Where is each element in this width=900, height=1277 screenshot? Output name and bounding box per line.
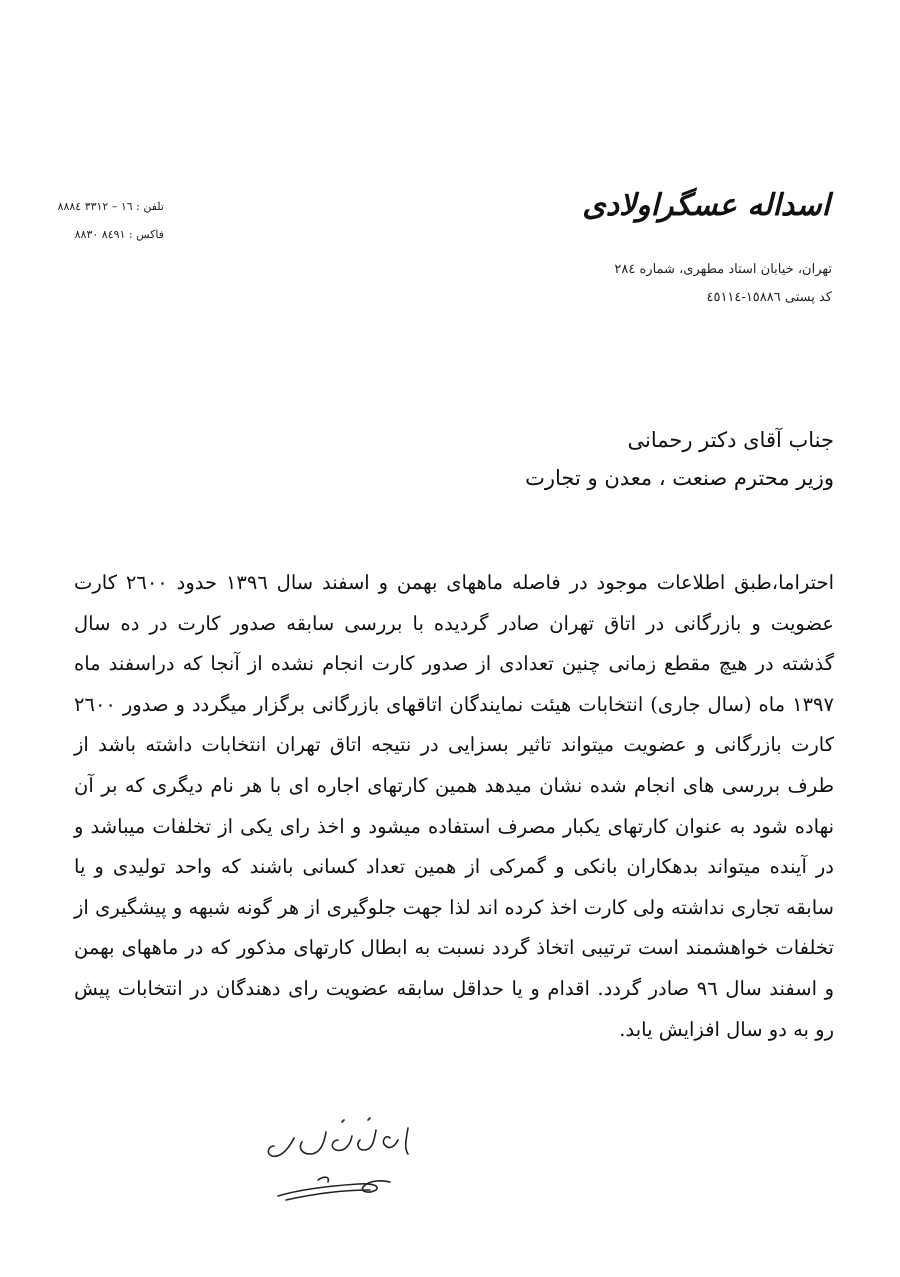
postal-code: کد پستی ١٥٨٨٦-٤٥١١٤ <box>706 290 832 305</box>
letter-body: احتراما،طبق اطلاعات موجود در فاصله ماههای بهمن و اسفند سال ١٣٩٦ حدود ٢٦٠٠ کارت عضویت و بازرگانی در اتاق تهران صادر گردیده با بررسی سابقه صدور کارت در ده سال گذشته در هیچ مقطع زمانی چنین تعدادی از صدور کارت انجام نشده از آنجا که دراسفند ماه ١٣٩٧ ماه (سال جاری) انتخابات هیئت نمایندگان اتاقهای بازرگانی برگزار میگردد و صدور ٢٦٠٠ کارت بازرگانی و عضویت میتواند تاثیر بسزایی در نتیجه اتاق تهران انتخابات داشته باشد از طرف بررسی های انجام شده نشان میدهد همین کارتهای اجاره ای با هر نام دیگری که بر آن نهاده شود به عنوان کارتهای یکبار مصرف استفاده میشود و اخذ رای یکی از تخلفات میباشد و در آینده میتواند بدهکاران بانکی و گمرکی از همین تعداد کسانی باشند که واحد تولیدی و یا سابقه تجاری نداشته ولی کارت اخذ کرده اند لذا جهت جلوگیری از هر گونه شبهه و پیشگیری از تخلفات خواهشمند است ترتیبی اتخاذ گردد نسبت به ابطال کارتهای مذکور که در ماههای بهمن و اسفند سال ٩٦ صادر گردد. اقدام و یا حداقل سابقه عضویت رای دهندگان در انتخابات پیش رو به دو سال افزایش یابد. <box>74 571 835 1041</box>
recipient-title: وزیر محترم صنعت ، معدن و تجارت <box>525 466 834 490</box>
phone-number: تلفن : ١٦ – ٣٣١٢ ٨٨٨٤ <box>57 200 164 213</box>
recipient-salutation: جناب آقای دکتر رحمانی <box>627 428 834 452</box>
sender-address: تهران، خیابان استاد مطهری، شماره ۲۸٤ <box>614 262 832 277</box>
handwritten-signature <box>258 1110 428 1210</box>
letterhead-name: اسداله عسگراولادی <box>582 188 830 223</box>
fax-number: فاکس : ٨٤٩١ ٨٨٣٠ <box>74 228 164 241</box>
